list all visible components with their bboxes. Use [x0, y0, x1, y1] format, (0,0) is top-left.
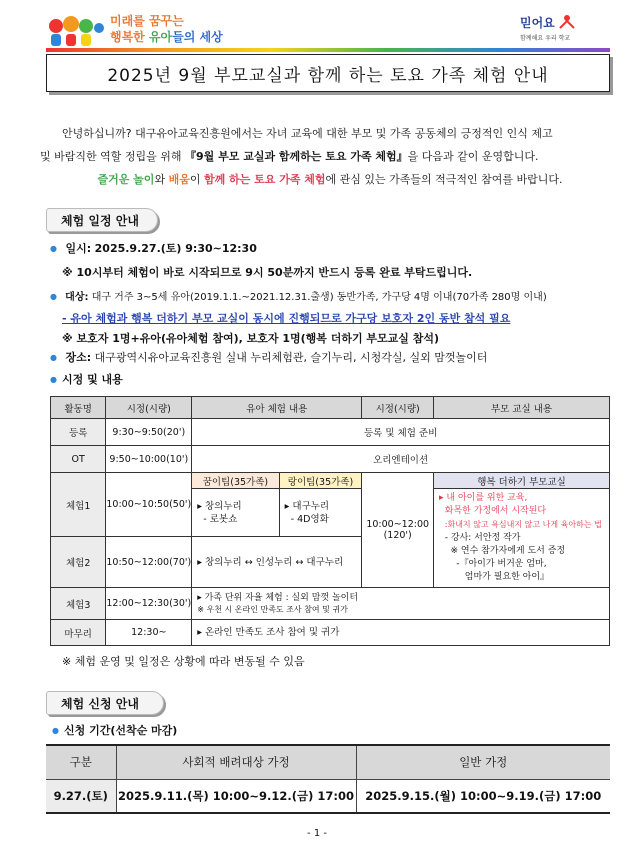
parent-class-info: ▸ 내 아이를 위한 교육, 화목한 가정에서 시작된다 :화내지 않고 욕심내지 않고 나게 육아하는 법 - 강사: 서안정 작가 ※ 연수 참가자에게 도서 증정 -『아이가 버거운 엄마, 엄마가 필요한 아이』: [434, 489, 610, 588]
date-note: ※ 10시부터 체험이 바로 시작되므로 9시 50분까지 반드시 등록 완료 부탁드립니다.: [62, 266, 473, 279]
schedule-table: [50, 396, 610, 646]
rainbow-divider: [46, 48, 610, 52]
kids-logo: [46, 10, 106, 50]
table-row: 등록 9:30~9:50(20') 등록 및 체험 준비: [51, 419, 610, 446]
apply-table: [46, 744, 610, 814]
header-time: 시정(시량): [106, 397, 192, 419]
table-row: ▸ 창의누리 - 로봇쇼 ▸ 대구누리 - 4D영화 ▸ 내 아이를 위한 교육, 화목한 가정에서 시작된다 :화내지 않고 욕심내지 않고 나게 육아하는 법 - 강사: 서안정 작가 ※ 연수 참가자에게 도서 증정 -『아이가 버거운 엄마, 엄마가 필요한 아이』: [51, 489, 610, 537]
team-header-row: 체험1 10:00~10:50(50') 꿈이팀(35가족) 랑이팀(35가족) 10:00~12:00 (120') 행복 더하기 부모교실: [51, 473, 610, 489]
table-row: 9.27.(토) 2025.9.11.(목) 10:00~9.12.(금) 17:00 2025.9.15.(월) 10:00~9.19.(금) 17:00: [46, 779, 610, 813]
table-row: OT 9:50~10:00(10') 오리엔테이션: [51, 446, 610, 473]
table-header-row: [51, 397, 610, 419]
page-number: - 1 -: [307, 828, 327, 839]
target-note-1: - 유아 체험과 행복 더하기 부모 교실이 동시에 진행되므로 가구당 보호자 2인 동반 참석 필요: [62, 312, 511, 325]
schedule-note: ※ 체험 운영 및 일정은 상황에 따라 변동될 수 있음: [62, 655, 305, 668]
brand-slogan-2: 행복한 유아들의 세상: [110, 30, 223, 44]
target-item: ● 대상: 대구 거주 3~5세 유아(2019.1.1.~2021.12.31.출생) 동반가족, 가구당 4명 이내(70가족 280명 이내): [50, 288, 547, 303]
table-header-row: 구분 사회적 배려대상 가정 일반 가정: [46, 745, 610, 779]
table-row: 체험2 10:50~12:00(70') ▸ 창의누리 ↔ 인성누리 ↔ 대구누리: [51, 537, 610, 588]
header-parent-content: 부모 교실 내용: [434, 397, 610, 419]
school-logo: 믿어요 함께해요 우리 학교: [520, 14, 610, 48]
header-child-content: 유아 체험 내용: [192, 397, 362, 419]
place-item: ● 장소: 대구광역시유아교육진흥원 실내 누리체험관, 슬기누리, 시청각실, 실외 맘껏놀이터: [50, 349, 487, 365]
apply-period-label: ● 신청 기간(선착순 마감): [52, 722, 177, 738]
header-activity: 활동명: [51, 397, 106, 419]
table-row: 마무리 12:30~ ▸ 온라인 만족도 조사 참여 및 귀가: [51, 620, 610, 646]
table-row: 체험3 12:00~12:30(30') ▸ 가족 단위 자율 체험 : 실외 맘껏 놀이터 ※ 우천 시 온라인 만족도 조사 참여 및 귀가: [51, 588, 610, 620]
date-item: ● 일시: 2025.9.27.(토) 9:30~12:30: [50, 240, 257, 256]
section-tab-apply: 체험 신청 안내: [46, 691, 164, 715]
brand-slogan-1: 미래를 꿈꾸는: [110, 14, 184, 28]
section-tab-schedule: 체험 일정 안내: [46, 208, 158, 232]
target-note-2: ※ 보호자 1명+유아(유아체험 참여), 보호자 1명(행복 더하기 부모교실 참석): [62, 332, 440, 345]
page-title: 2025년 9월 부모교실과 함께 하는 토요 가족 체험 안내: [46, 54, 610, 92]
schedule-label: ● 시정 및 내용: [50, 371, 123, 387]
intro-paragraph: 안녕하십니까? 대구유아교육진흥원에서는 자녀 교육에 대한 부모 및 가족 공동체의 긍정적인 인식 제고 및 바람직한 역할 정립을 위해 『9월 부모 교실과 함께하는 토요 가족 체험』을 다음과 같이 운영합니다. 즐거운 놀이와 배움이 함께 하는 토요 가족 체험에 관심 있는 가족들의 적극적인 참여를 바랍니다.: [40, 127, 563, 186]
header-time-2: 시정(시량): [362, 397, 434, 419]
